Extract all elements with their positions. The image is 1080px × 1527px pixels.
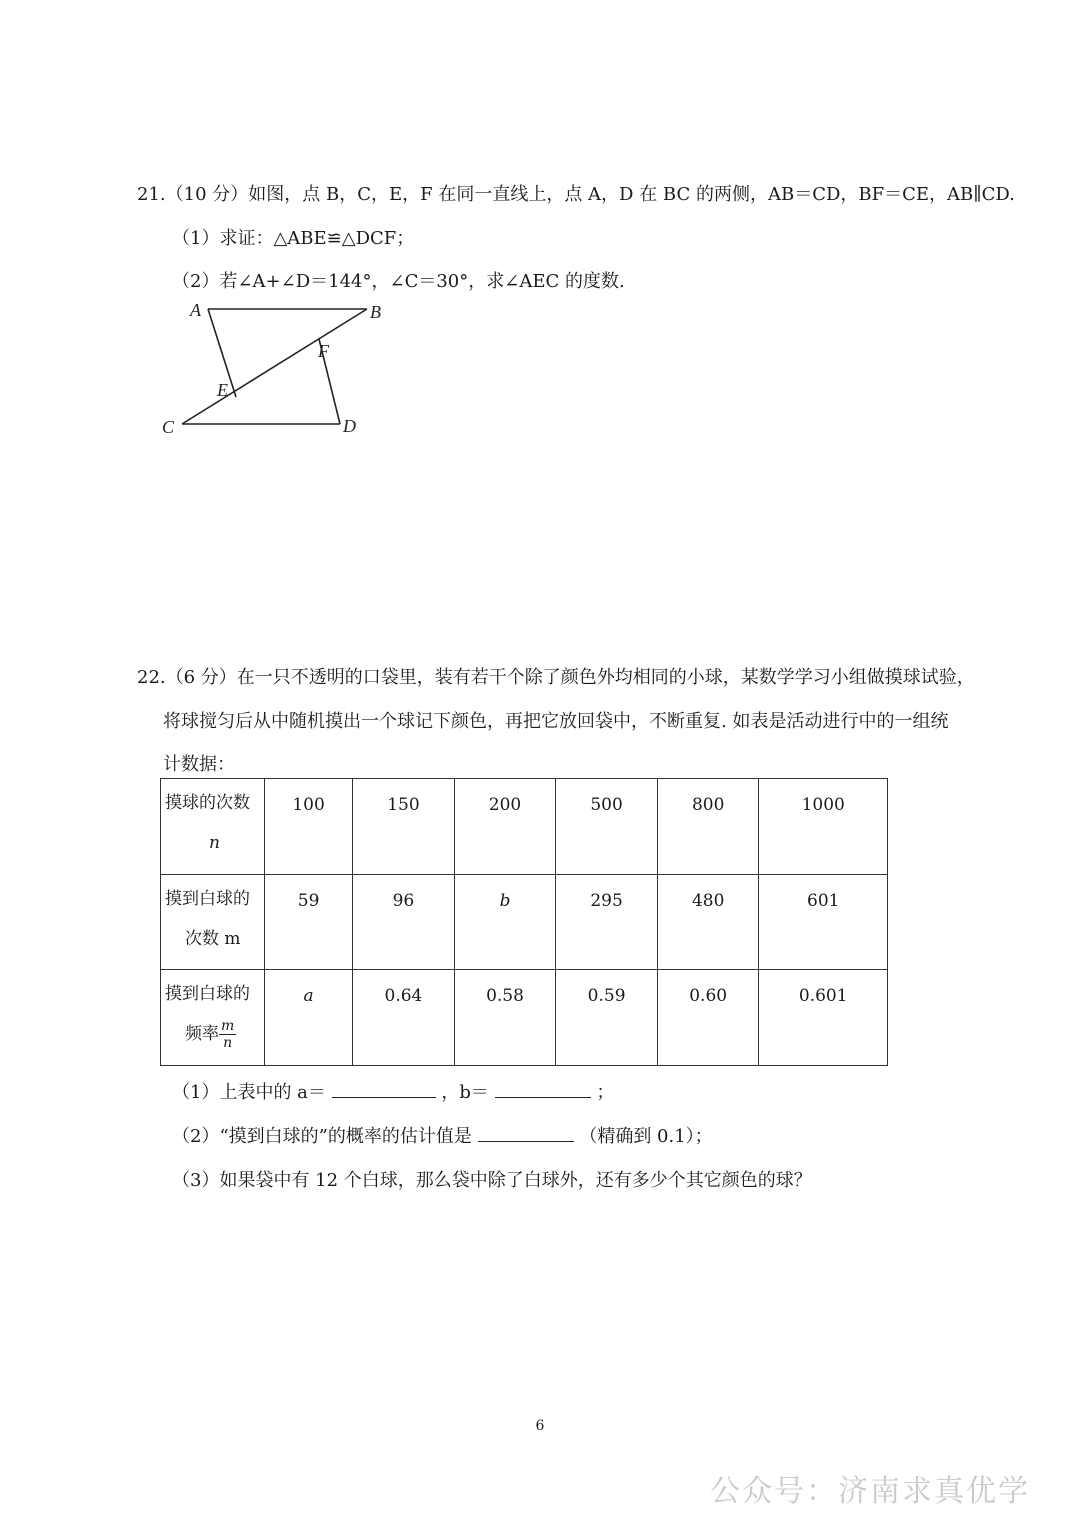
cell-freq-4: 0.60 [657,970,759,1066]
cell-n-4: 800 [657,779,759,875]
cell-freq-3: 0.59 [556,970,658,1066]
blank-a[interactable] [332,1079,436,1098]
cell-m-4: 480 [657,874,759,970]
cell-n-0: 100 [265,779,353,875]
blank-b[interactable] [495,1079,591,1098]
cell-n-1: 150 [353,779,455,875]
cell-freq-5: 0.601 [759,970,888,1066]
fraction-m-over-n: $\frac{m}{n}$ [221,1018,235,1052]
row-head-m: 摸到白球的 次数 m [161,874,265,970]
label-b: B [370,302,381,322]
label-a: A [190,300,201,320]
cell-n-5: 1000 [759,779,888,875]
cell-m-3: 295 [556,874,658,970]
cell-freq-0: a [265,970,353,1066]
cell-n-2: 200 [454,779,556,875]
q22-stem-line3: 计数据： [163,754,235,775]
row-head-n: 摸球的次数 n [161,779,265,875]
table-row-freq [161,970,888,1066]
q22-sub3: （3）如果袋中有 12 个白球，那么袋中除了白球外，还有多少个其它颜色的球？ [172,1170,812,1191]
cell-m-1: 96 [353,874,455,970]
q22-stem-line2: 将球搅匀后从中随机摸出一个球记下颜色，再把它放回袋中，不断重复. 如表是活动进行中的一组统 [163,711,949,732]
row-head-freq: 摸到白球的 频率 $\frac{m}{n}$ [161,970,265,1066]
q21-stem: 21.（10 分）如图，点 B，C，E，F 在同一直线上，点 A，D 在 BC 的两侧，AB＝CD，BF＝CE，AB∥CD. [137,184,1015,205]
label-d: D [343,416,356,436]
table-row-m [161,874,888,970]
q22-sub1: （1）上表中的 a＝ ，b＝ ； [172,1078,614,1104]
cell-m-5: 601 [759,874,888,970]
q22-stem-line1: 22.（6 分）在一只不透明的口袋里，装有若干个除了颜色外均相同的小球，某数学学习小组做摸球试验， [137,667,975,688]
page-number: 6 [535,1418,545,1434]
cell-m-2: b [454,874,556,970]
label-c: C [162,417,175,437]
cell-freq-2: 0.58 [454,970,556,1066]
q21-part1: （1）求证：△ABE≌△DCF； [172,228,415,249]
cell-freq-1: 0.64 [353,970,455,1066]
cell-n-3: 500 [556,779,658,875]
segment-bc [182,309,367,424]
label-e: E [217,380,228,400]
q22-sub2: （2）“摸到白球的”的概率的估计值是 （精确到 0.1）； [172,1122,713,1148]
blank-probability[interactable] [478,1123,574,1142]
table-row-n [161,779,888,875]
stats-table [160,778,888,1066]
watermark: 公众号：济南求真优学 [710,1474,1030,1509]
label-f: F [318,341,329,361]
q21-part2: （2）若∠A+∠D＝144°，∠C＝30°，求∠AEC 的度数. [172,271,625,292]
cell-m-0: 59 [265,874,353,970]
geometry-diagram [150,292,410,442]
